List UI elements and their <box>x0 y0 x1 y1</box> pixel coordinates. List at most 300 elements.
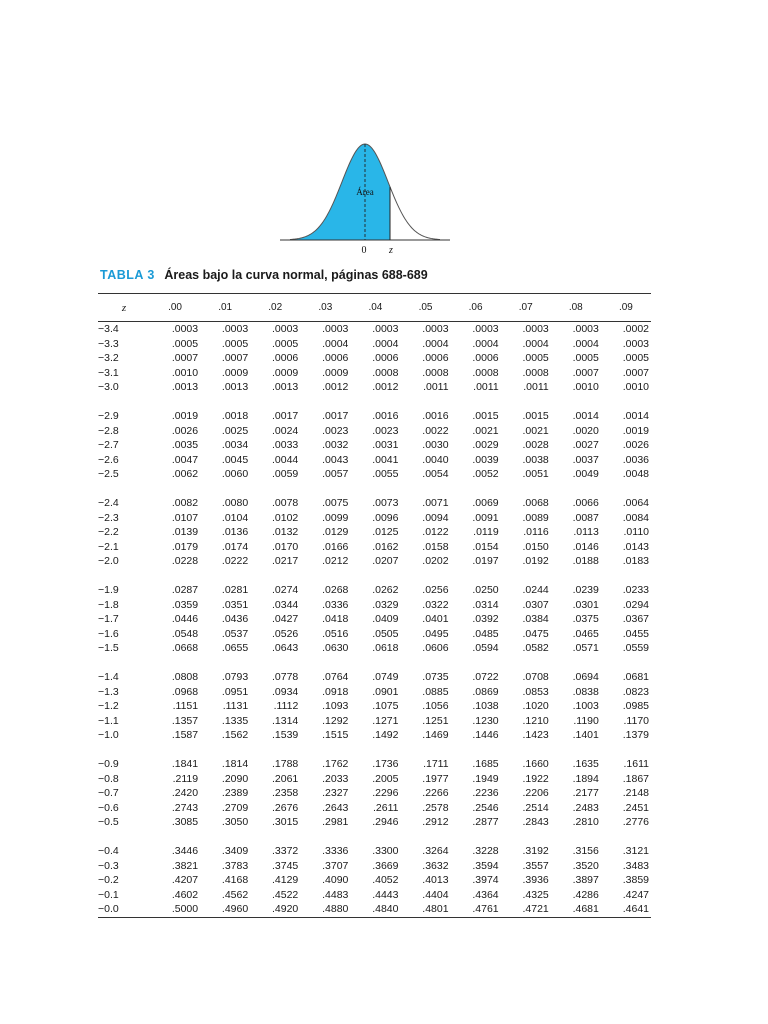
table-row <box>98 627 651 642</box>
area-value-cell: .0401 <box>422 613 449 625</box>
area-value-cell: .0918 <box>322 685 349 698</box>
table-row <box>98 612 651 627</box>
area-value-cell: .1949 <box>472 772 499 785</box>
area-value-cell: .4721 <box>522 903 549 915</box>
area-value-cell: .4090 <box>322 874 349 886</box>
area-value-cell: .0110 <box>623 526 649 538</box>
area-value-cell: .3897 <box>572 874 599 886</box>
table-row <box>98 598 651 613</box>
area-value-cell: .1093 <box>322 700 349 712</box>
area-value-cell: .4681 <box>572 903 599 915</box>
z-value-cell: −0.7 <box>98 787 119 799</box>
area-value-cell: .0015 <box>522 410 549 422</box>
area-value-cell: .0017 <box>272 410 299 422</box>
z-value-cell: −2.7 <box>98 439 119 451</box>
area-value-cell: .0034 <box>221 439 249 451</box>
area-value-cell: .0028 <box>522 439 549 451</box>
area-value-cell: .4840 <box>372 903 399 915</box>
area-value-cell: .0125 <box>372 526 399 538</box>
area-value-cell: .0029 <box>472 439 499 451</box>
area-value-cell: .0057 <box>322 468 349 480</box>
area-value-cell: .0052 <box>472 468 499 480</box>
area-value-cell: .2090 <box>221 772 249 785</box>
area-value-cell: .0853 <box>522 685 549 698</box>
area-value-cell: .0011 <box>523 381 549 393</box>
shaded-area <box>290 144 390 240</box>
area-value-cell: .2236 <box>472 787 499 799</box>
area-value-cell: .0024 <box>272 424 299 437</box>
header-row <box>98 294 651 322</box>
z-value-cell: −2.6 <box>98 453 119 466</box>
area-value-cell: .0222 <box>221 555 249 567</box>
area-value-cell: .0004 <box>522 337 549 350</box>
area-value-cell: .1251 <box>422 714 449 727</box>
area-value-cell: .0003 <box>221 323 249 335</box>
area-value-cell: .0351 <box>221 598 249 611</box>
area-value-cell: .0418 <box>322 613 349 625</box>
area-value-cell: .0082 <box>171 497 199 509</box>
area-value-cell: .0475 <box>522 627 549 640</box>
area-value-cell: .0139 <box>171 526 199 538</box>
column-header: .09 <box>601 294 651 322</box>
area-value-cell: .0007 <box>171 352 199 364</box>
area-value-cell: .0071 <box>422 497 449 509</box>
table-row <box>98 641 651 656</box>
area-value-cell: .4207 <box>171 874 199 886</box>
area-value-cell: .0694 <box>572 671 599 683</box>
area-value-cell: .2514 <box>522 801 549 814</box>
area-value-cell: .2676 <box>272 801 299 814</box>
area-value-cell: .0244 <box>522 584 549 596</box>
area-value-cell: .1314 <box>272 714 299 727</box>
column-header: .05 <box>400 294 450 322</box>
area-value-cell: .0078 <box>272 497 299 509</box>
area-value-cell: .3192 <box>522 845 549 857</box>
area-value-cell: .2148 <box>622 787 649 799</box>
table-row <box>98 888 651 903</box>
area-value-cell: .0035 <box>171 439 199 451</box>
area-value-cell: .0294 <box>622 598 649 611</box>
area-value-cell: .3783 <box>221 859 249 872</box>
area-value-cell: .1685 <box>472 758 499 770</box>
area-value-cell: .1335 <box>221 714 249 727</box>
area-value-cell: .0166 <box>322 540 349 553</box>
area-value-cell: .0051 <box>522 468 549 480</box>
area-value-cell: .2206 <box>522 787 549 799</box>
area-value-cell: .0116 <box>523 526 549 538</box>
column-header: .08 <box>551 294 601 322</box>
area-value-cell: .1867 <box>622 772 649 785</box>
area-value-cell: .1038 <box>472 700 499 712</box>
area-value-cell: .0030 <box>422 439 449 451</box>
table-row <box>98 453 651 468</box>
area-value-cell: .0808 <box>171 671 199 683</box>
area-value-cell: .4013 <box>422 874 449 886</box>
z-value-cell: −3.3 <box>98 337 119 350</box>
area-value-cell: .3409 <box>221 845 249 857</box>
table-row <box>98 772 651 787</box>
area-value-cell: .0143 <box>622 540 649 553</box>
area-value-cell: .0011 <box>473 381 499 393</box>
table-row <box>98 757 651 772</box>
area-value-cell: .0019 <box>622 424 649 437</box>
area-value-cell: .0013 <box>171 381 199 393</box>
area-value-cell: .0031 <box>372 439 399 451</box>
area-value-cell: .0838 <box>572 685 599 698</box>
z-value-cell: −1.8 <box>98 598 119 611</box>
area-value-cell: .1922 <box>522 772 549 785</box>
area-value-cell: .1841 <box>171 758 199 770</box>
table-row <box>98 424 651 439</box>
area-value-cell: .1379 <box>622 729 649 741</box>
table-row <box>98 554 651 569</box>
normal-curve-figure <box>280 128 450 258</box>
area-value-cell: .0427 <box>272 613 299 625</box>
area-value-cell: .3707 <box>322 859 349 872</box>
group-spacer <box>98 830 651 845</box>
area-value-cell: .0158 <box>422 540 449 553</box>
area-value-cell: .0003 <box>522 323 549 335</box>
area-value-cell: .0096 <box>372 511 399 524</box>
area-value-cell: .0455 <box>622 627 649 640</box>
area-value-cell: .0048 <box>622 468 649 480</box>
table-row <box>98 409 651 424</box>
area-value-cell: .0668 <box>171 642 199 654</box>
area-value-cell: .0465 <box>572 627 599 640</box>
area-value-cell: .3632 <box>422 859 449 872</box>
area-value-cell: .3936 <box>522 874 549 886</box>
area-value-cell: .0062 <box>171 468 199 480</box>
area-value-cell: .3594 <box>472 859 499 872</box>
area-value-cell: .0322 <box>422 598 449 611</box>
area-value-cell: .0003 <box>171 323 199 335</box>
area-value-cell: .0233 <box>622 584 649 596</box>
area-value-cell: .0036 <box>622 453 649 466</box>
column-header: .00 <box>150 294 200 322</box>
area-value-cell: .0033 <box>272 439 299 451</box>
table-row <box>98 337 651 352</box>
area-value-cell: .0099 <box>322 511 349 524</box>
area-value-cell: .3859 <box>622 874 649 886</box>
area-value-cell: .1977 <box>422 772 449 785</box>
area-value-cell: .4325 <box>522 888 549 901</box>
table-body <box>98 322 651 918</box>
area-value-cell: .0951 <box>221 685 249 698</box>
table-row <box>98 467 651 482</box>
area-value-cell: .0485 <box>472 627 499 640</box>
area-value-cell: .0080 <box>221 497 249 509</box>
area-value-cell: .0049 <box>572 468 599 480</box>
area-value-cell: .0022 <box>422 424 449 437</box>
area-value-cell: .0764 <box>322 671 349 683</box>
z-value-cell: −1.3 <box>98 685 119 698</box>
area-value-cell: .0359 <box>171 598 199 611</box>
area-value-cell: .0010 <box>572 381 599 393</box>
area-value-cell: .0985 <box>622 700 649 712</box>
area-value-cell: .0618 <box>372 642 399 654</box>
area-value-cell: .3085 <box>171 816 199 828</box>
area-value-cell: .0006 <box>472 352 499 364</box>
area-value-cell: .0005 <box>171 337 199 350</box>
table-caption <box>100 268 660 282</box>
area-value-cell: .2177 <box>572 787 599 799</box>
area-value-cell: .1056 <box>422 700 449 712</box>
area-value-cell: .0329 <box>372 598 399 611</box>
area-value-cell: .0009 <box>221 366 249 379</box>
area-value-cell: .4404 <box>422 888 449 901</box>
area-value-cell: .0021 <box>522 424 549 437</box>
area-value-cell: .0392 <box>472 613 499 625</box>
column-header-z: z <box>98 294 150 322</box>
table-row <box>98 380 651 395</box>
area-value-cell: .3821 <box>171 859 199 872</box>
area-value-cell: .0446 <box>171 613 199 625</box>
area-value-cell: .1492 <box>372 729 399 741</box>
area-value-cell: .0722 <box>472 671 499 683</box>
table-row <box>98 438 651 453</box>
area-value-cell: .3372 <box>272 845 299 857</box>
area-value-cell: .1230 <box>472 714 499 727</box>
z-label: z <box>389 245 393 256</box>
area-value-cell: .1075 <box>372 700 399 712</box>
z-value-cell: −1.4 <box>98 671 119 683</box>
area-value-cell: .0021 <box>472 424 499 437</box>
column-header: .07 <box>501 294 551 322</box>
area-value-cell: .0020 <box>572 424 599 437</box>
z-value-cell: −0.2 <box>98 874 119 886</box>
area-value-cell: .0009 <box>322 366 349 379</box>
area-value-cell: .0003 <box>622 337 649 350</box>
area-value-cell: .0307 <box>522 598 549 611</box>
area-value-cell: .0113 <box>573 526 599 538</box>
z-value-cell: −0.8 <box>98 772 119 785</box>
area-value-cell: .0162 <box>372 540 399 553</box>
area-value-cell: .0571 <box>572 642 599 654</box>
area-value-cell: .0025 <box>221 424 249 437</box>
area-value-cell: .1423 <box>522 729 549 741</box>
area-value-cell: .0016 <box>422 410 449 422</box>
area-value-cell: .0014 <box>572 410 599 422</box>
group-spacer <box>98 482 651 497</box>
area-value-cell: .2358 <box>272 787 299 799</box>
area-value-cell: .0154 <box>472 540 499 553</box>
area-value-cell: .0505 <box>372 627 399 640</box>
area-value-cell: .0054 <box>422 468 449 480</box>
area-value-cell: .0008 <box>422 366 449 379</box>
area-value-cell: .2709 <box>221 801 249 814</box>
area-value-cell: .4483 <box>322 888 349 901</box>
area-value-cell: .2743 <box>171 801 199 814</box>
area-value-cell: .4443 <box>372 888 399 901</box>
area-value-cell: .4286 <box>572 888 599 901</box>
area-value-cell: .4562 <box>221 888 249 901</box>
area-value-cell: .0064 <box>622 497 649 509</box>
area-value-cell: .0004 <box>322 337 349 350</box>
table-row <box>98 525 651 540</box>
area-value-cell: .1003 <box>572 700 599 712</box>
area-value-cell: .0336 <box>322 598 349 611</box>
area-value-cell: .0367 <box>622 613 649 625</box>
area-value-cell: .0146 <box>572 540 599 553</box>
area-value-cell: .0084 <box>622 511 649 524</box>
area-value-cell: .4920 <box>272 903 299 915</box>
area-value-cell: .0023 <box>372 424 399 437</box>
area-value-cell: .1210 <box>522 714 549 727</box>
area-value-cell: .2643 <box>322 801 349 814</box>
area-value-cell: .0003 <box>572 323 599 335</box>
area-value-cell: .0188 <box>572 555 599 567</box>
area-value-cell: .1020 <box>522 700 549 712</box>
area-value-cell: .0526 <box>272 627 299 640</box>
area-value-cell: .0047 <box>171 453 199 466</box>
area-value-cell: .0934 <box>272 685 299 698</box>
area-value-cell: .4247 <box>622 888 649 901</box>
table-row <box>98 728 651 743</box>
area-value-cell: .0136 <box>221 526 249 538</box>
area-value-cell: .0537 <box>221 627 249 640</box>
area-value-cell: .5000 <box>171 903 199 915</box>
column-header: .06 <box>451 294 501 322</box>
area-value-cell: .0006 <box>422 352 449 364</box>
area-value-cell: .0104 <box>221 511 249 524</box>
area-value-cell: .0708 <box>522 671 549 683</box>
table-row <box>98 859 651 874</box>
area-value-cell: .2327 <box>322 787 349 799</box>
area-value-cell: .3446 <box>171 845 199 857</box>
table-row <box>98 496 651 511</box>
area-value-cell: .0073 <box>372 497 399 509</box>
z-value-cell: −1.5 <box>98 642 119 654</box>
area-value-cell: .0170 <box>272 540 299 553</box>
area-value-cell: .0045 <box>221 453 249 466</box>
area-value-cell: .3050 <box>221 816 249 828</box>
area-value-cell: .4364 <box>472 888 499 901</box>
z-value-cell: −2.3 <box>98 511 119 524</box>
area-value-cell: .2912 <box>422 816 449 828</box>
area-value-cell: .2061 <box>272 772 299 785</box>
area-value-cell: .1814 <box>221 758 249 770</box>
area-value-cell: .0301 <box>572 598 599 611</box>
area-value-cell: .1788 <box>272 758 299 770</box>
area-value-cell: .2119 <box>172 772 199 785</box>
table-row <box>98 685 651 700</box>
table-row <box>98 540 651 555</box>
table-row <box>98 844 651 859</box>
area-value-cell: .1292 <box>322 714 349 727</box>
z-value-cell: −2.9 <box>98 410 119 422</box>
area-value-cell: .0069 <box>472 497 499 509</box>
area-value-cell: .0055 <box>372 468 399 480</box>
area-value-cell: .0643 <box>272 642 299 654</box>
z-value-cell: −1.7 <box>98 613 119 625</box>
area-value-cell: .3669 <box>372 859 399 872</box>
area-value-cell: .0409 <box>372 613 399 625</box>
area-value-cell: .0885 <box>422 685 449 698</box>
area-value-cell: .0102 <box>272 511 299 524</box>
area-value-cell: .0006 <box>372 352 399 364</box>
area-value-cell: .0008 <box>522 366 549 379</box>
z-value-cell: −2.0 <box>98 555 119 567</box>
area-value-cell: .0032 <box>322 439 349 451</box>
area-value-cell: .3557 <box>522 859 549 872</box>
area-value-cell: .2420 <box>171 787 199 799</box>
z-value-cell: −1.1 <box>98 714 119 727</box>
area-value-cell: .1446 <box>472 729 499 741</box>
area-value-cell: .1170 <box>623 714 649 727</box>
area-value-cell: .2483 <box>572 801 599 814</box>
table-row <box>98 511 651 526</box>
table-row <box>98 714 651 729</box>
table-row <box>98 351 651 366</box>
area-value-cell: .0038 <box>522 453 549 466</box>
area-value-cell: .0268 <box>322 584 349 596</box>
area-value-cell: .0013 <box>272 381 299 393</box>
area-value-cell: .4641 <box>622 903 649 915</box>
area-value-cell: .1515 <box>322 729 349 741</box>
area-value-cell: .0655 <box>221 642 249 654</box>
area-value-cell: .0004 <box>472 337 499 350</box>
area-value-cell: .0778 <box>272 671 299 683</box>
area-value-cell: .3745 <box>272 859 299 872</box>
area-value-cell: .4602 <box>171 888 199 901</box>
group-spacer <box>98 395 651 410</box>
area-value-cell: .0005 <box>622 352 649 364</box>
area-value-cell: .0183 <box>622 555 649 567</box>
table-row <box>98 322 651 337</box>
area-label: Área <box>356 187 374 197</box>
area-value-cell: .2005 <box>372 772 399 785</box>
area-value-cell: .0006 <box>322 352 349 364</box>
area-value-cell: .1357 <box>171 714 199 727</box>
z-value-cell: −3.2 <box>98 352 119 364</box>
area-value-cell: .0375 <box>572 613 599 625</box>
area-value-cell: .0026 <box>622 439 649 451</box>
area-value-cell: .1469 <box>422 729 449 741</box>
z-value-cell: −0.3 <box>98 859 119 872</box>
area-value-cell: .0003 <box>422 323 449 335</box>
area-value-cell: .0018 <box>221 410 249 422</box>
z-value-cell: −0.5 <box>98 816 119 828</box>
area-value-cell: .0087 <box>572 511 599 524</box>
area-value-cell: .0384 <box>522 613 549 625</box>
z-value-cell: −1.9 <box>98 584 119 596</box>
area-value-cell: .0495 <box>422 627 449 640</box>
area-value-cell: .4880 <box>322 903 349 915</box>
area-value-cell: .0037 <box>572 453 599 466</box>
z-value-cell: −1.2 <box>98 700 119 712</box>
area-value-cell: .0091 <box>472 511 499 524</box>
area-value-cell: .4801 <box>422 903 449 915</box>
area-value-cell: .0094 <box>422 511 449 524</box>
area-value-cell: .1271 <box>372 714 399 727</box>
area-value-cell: .0132 <box>272 526 299 538</box>
area-value-cell: .4129 <box>272 874 299 886</box>
area-value-cell: .0059 <box>272 468 299 480</box>
area-value-cell: .0823 <box>622 685 649 698</box>
area-value-cell: .3300 <box>372 845 399 857</box>
area-value-cell: .1401 <box>572 729 599 741</box>
area-value-cell: .2810 <box>572 816 599 828</box>
z-value-cell: −0.6 <box>98 801 119 814</box>
area-value-cell: .0016 <box>372 410 399 422</box>
area-value-cell: .4168 <box>221 874 249 886</box>
area-value-cell: .0005 <box>572 352 599 364</box>
area-value-cell: .0202 <box>422 555 449 567</box>
area-value-cell: .0006 <box>272 352 299 364</box>
area-value-cell: .3520 <box>572 859 599 872</box>
area-value-cell: .0002 <box>622 323 649 335</box>
area-value-cell: .0174 <box>221 540 249 553</box>
